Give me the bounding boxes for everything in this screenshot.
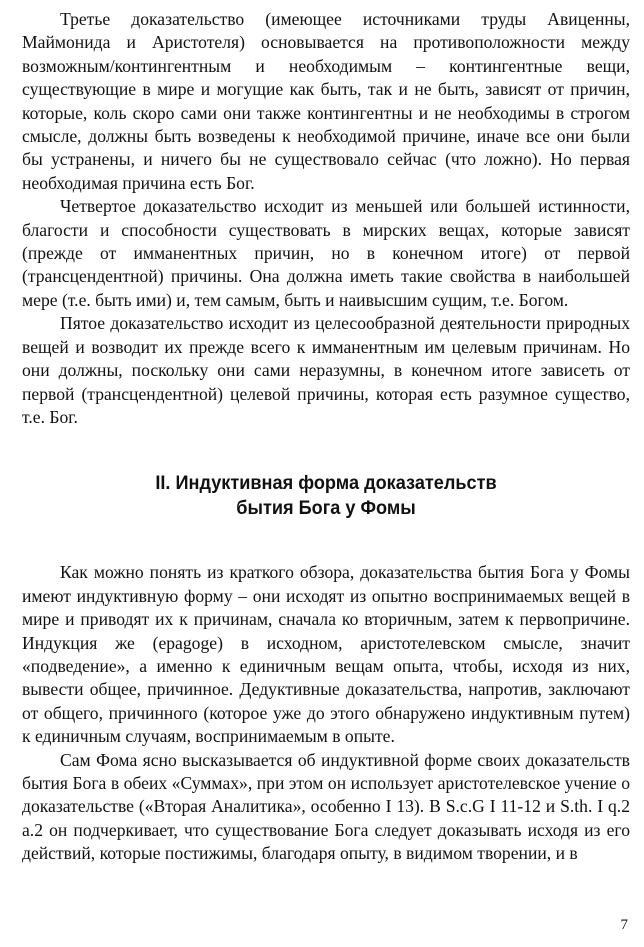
page-body (22, 8, 630, 866)
paragraph-thomas-statement: Сам Фома ясно высказывается об индуктивной форме своих доказательств бытия Бога в обеих «Суммах», при этом он использует аристотелевское учение о доказательстве («Вторая Аналитика», особенно I 13). В S.c.G I 11-12 и S.th. I q.2 a.2 он подчеркивает, что существование Бога следует доказывать исходя из его действий, которые постижимы, благодаря опыту, в видимом творении, и в (22, 749, 630, 864)
page-number: 7 (620, 917, 628, 933)
section-heading-line-1: II. Индуктивная форма доказательств (155, 472, 497, 495)
paragraph-inductive-form: Как можно понять из краткого обзора, доказательства бытия Бога у Фомы имеют индуктивную форму – они исходят из опытно воспринимаемых вещей в мире и приводят их к причинам, сначала ко вторичным, затем к первопричине. Индукция же (epagoge) в исходном, аристотелевском смысле, значит «подведение», а именно к единичным вещам опыта, чтобы, исходя из них, вывести общее, причинное. Дедуктивные доказательства, напротив, заключают от общего, причинного (которое уже до этого обнаружено индуктивным путем) к единичным случаям, воспринимаемым в опыте. (22, 562, 630, 747)
section-heading-line-2: бытия Бога у Фомы (236, 497, 416, 520)
paragraph-third-proof: Третье доказательство (имеющее источниками труды Авиценны, Маймонида и Аристотеля) основывается на противоположности между возможным/контингентным и необходимым – контингентные вещи, существующие в мире и могущие как быть, так и не быть, зависят от причин, которые, коль скоро сами они также контингентны и не необходимы в строгом смысле, должны быть возведены к необходимой причине, иначе все они были бы устранены, и ничего бы не существовало сейчас (что ложно). Но первая необходимая причина есть Бог. (22, 9, 630, 193)
paragraph-fifth-proof: Пятое доказательство исходит из целесообразной деятельности природных вещей и возводит их прежде всего к имманентным им целевым причинам. Но они должны, поскольку они сами неразумны, в конечном итоге зависеть от первой (трансцендентной) целевой причины, которая есть разумное существо, т.е. Бог. (22, 313, 630, 427)
section-heading (43, 471, 608, 521)
paragraph-fourth-proof: Четвертое доказательство исходит из меньшей или большей истинности, благости и способности существовать в мирских вещах, которые зависят (прежде от имманентных причин, но в конечном итоге) от первой (трансцендентной) причины. Она должна иметь такие свойства в наибольшей мере (т.е. быть ими) и, тем самым, быть и наивысшим сущим, т.е. Богом. (22, 196, 630, 310)
